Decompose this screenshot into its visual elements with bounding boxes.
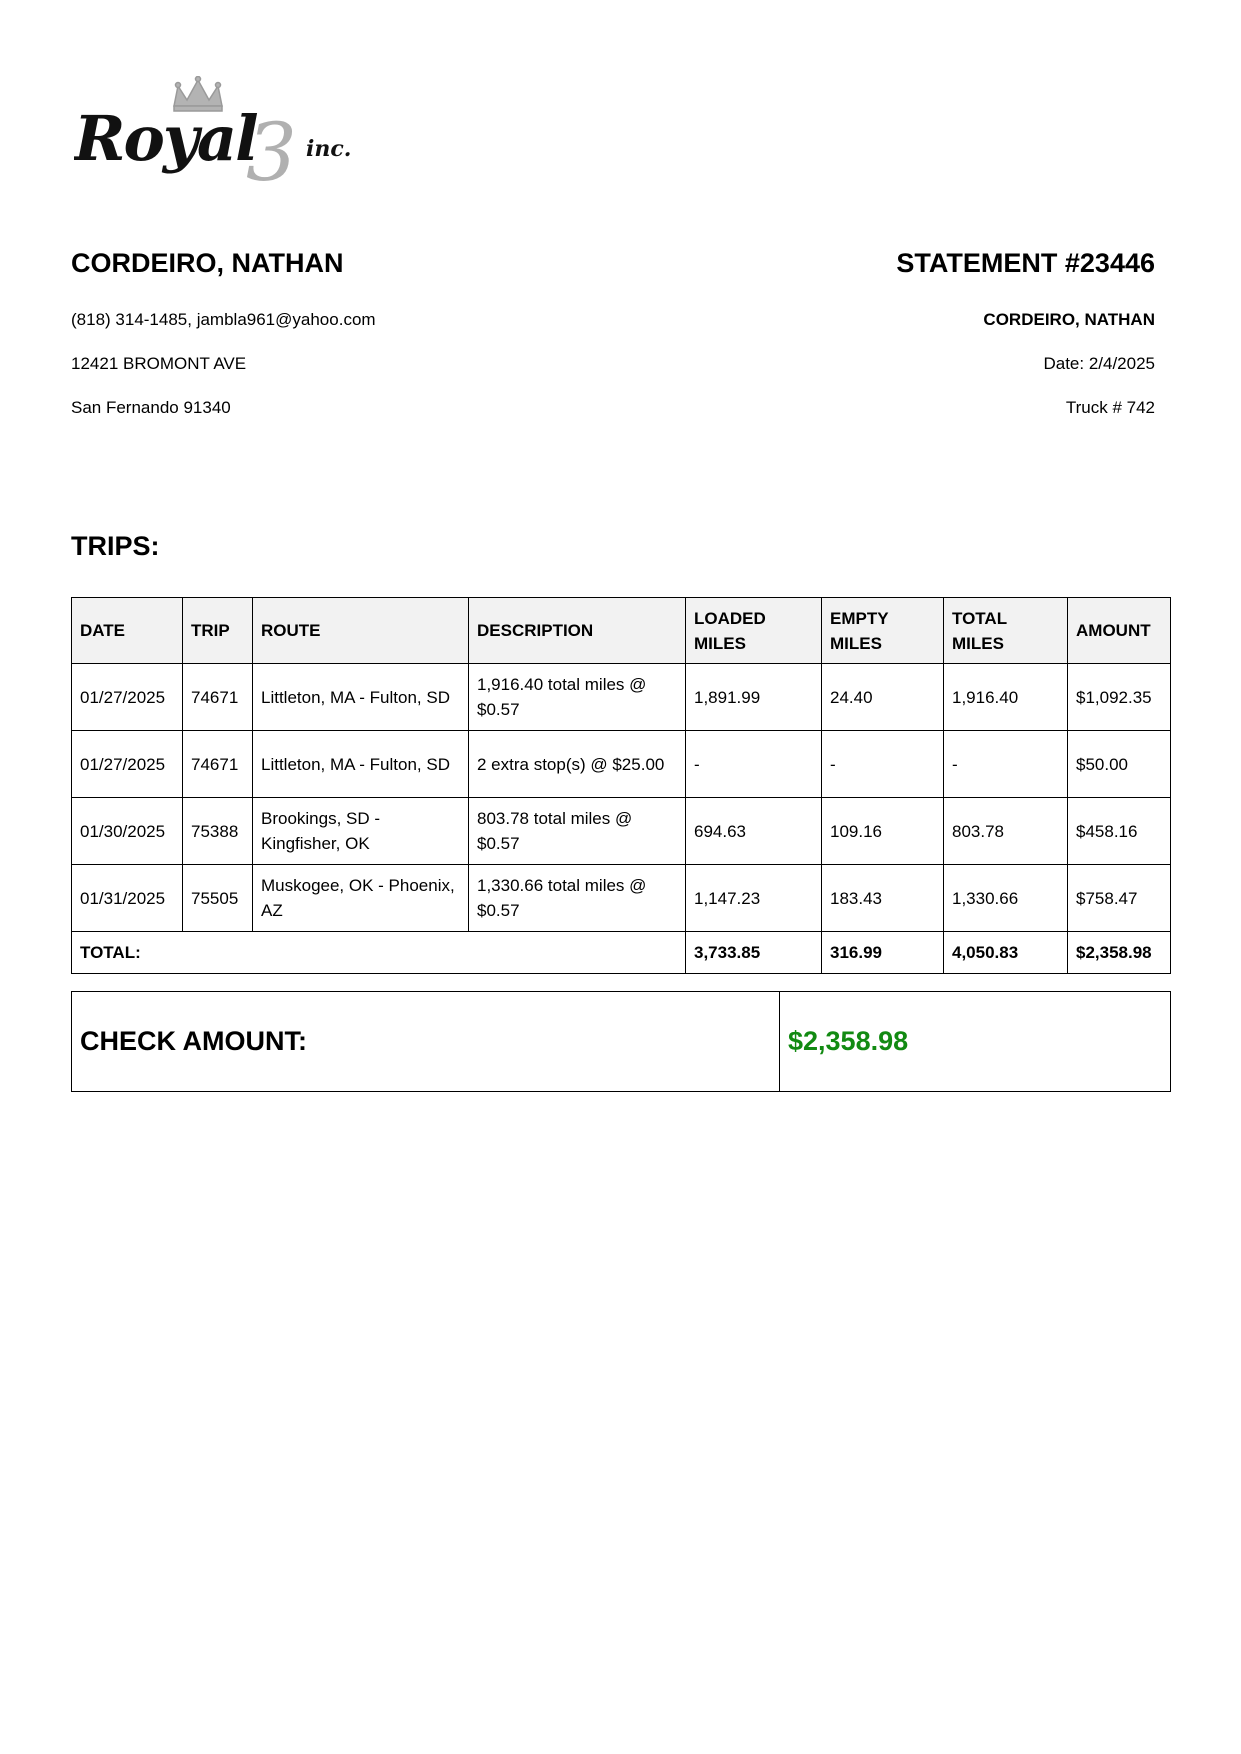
cell-amount: $1,092.35 bbox=[1068, 664, 1171, 731]
total-loaded-miles: 3,733.85 bbox=[686, 932, 822, 974]
check-amount-label: CHECK AMOUNT: bbox=[72, 992, 780, 1092]
check-amount-value: $2,358.98 bbox=[780, 992, 1171, 1092]
customer-contact: (818) 314-1485, jambla961@yahoo.com bbox=[71, 310, 376, 329]
header-trip: TRIP bbox=[183, 598, 253, 664]
cell-total-miles: 1,916.40 bbox=[944, 664, 1068, 731]
cell-total-miles: 803.78 bbox=[944, 798, 1068, 865]
cell-empty-miles: 24.40 bbox=[822, 664, 944, 731]
customer-address-line2: San Fernando 91340 bbox=[71, 398, 231, 417]
total-empty-miles: 316.99 bbox=[822, 932, 944, 974]
header-amount: AMOUNT bbox=[1068, 598, 1171, 664]
statement-name: CORDEIRO, NATHAN bbox=[983, 310, 1155, 329]
statement-date: Date: 2/4/2025 bbox=[1043, 354, 1155, 373]
total-amount: $2,358.98 bbox=[1068, 932, 1171, 974]
customer-name: CORDEIRO, NATHAN bbox=[71, 248, 344, 278]
cell-trip: 75388 bbox=[183, 798, 253, 865]
cell-description: 2 extra stop(s) @ $25.00 bbox=[469, 731, 686, 798]
header-loaded-miles: LOADED MILES bbox=[686, 598, 822, 664]
total-label: TOTAL: bbox=[72, 932, 686, 974]
header-route: ROUTE bbox=[253, 598, 469, 664]
cell-loaded-miles: 694.63 bbox=[686, 798, 822, 865]
cell-total-miles: 1,330.66 bbox=[944, 865, 1068, 932]
trips-table bbox=[71, 597, 1171, 974]
trips-section-title: TRIPS: bbox=[71, 531, 160, 561]
check-amount-box bbox=[71, 991, 1171, 1092]
cell-description: 1,330.66 total miles @ $0.57 bbox=[469, 865, 686, 932]
logo-numeral: 3 bbox=[246, 106, 297, 192]
cell-date: 01/27/2025 bbox=[72, 664, 183, 731]
header-total-miles: TOTAL MILES bbox=[944, 598, 1068, 664]
cell-route: Littleton, MA - Fulton, SD bbox=[253, 664, 469, 731]
cell-route: Muskogee, OK - Phoenix, AZ bbox=[253, 865, 469, 932]
header-empty-miles: EMPTY MILES bbox=[822, 598, 944, 664]
customer-address-line1: 12421 BROMONT AVE bbox=[71, 354, 247, 373]
cell-route: Brookings, SD - Kingfisher, OK bbox=[253, 798, 469, 865]
cell-empty-miles: - bbox=[822, 731, 944, 798]
totals-row bbox=[72, 932, 1171, 974]
statement-truck: Truck # 742 bbox=[1065, 398, 1155, 417]
cell-trip: 74671 bbox=[183, 731, 253, 798]
logo-suffix: inc. bbox=[306, 136, 352, 162]
trips-header-row bbox=[72, 598, 1171, 664]
header-description: DESCRIPTION bbox=[469, 598, 686, 664]
cell-description: 803.78 total miles @ $0.57 bbox=[469, 798, 686, 865]
cell-date: 01/27/2025 bbox=[72, 731, 183, 798]
table-row bbox=[72, 664, 1171, 731]
cell-loaded-miles: 1,891.99 bbox=[686, 664, 822, 731]
logo-wordmark: Royal bbox=[74, 102, 257, 175]
cell-date: 01/31/2025 bbox=[72, 865, 183, 932]
header-date: DATE bbox=[72, 598, 183, 664]
table-row bbox=[72, 731, 1171, 798]
cell-route: Littleton, MA - Fulton, SD bbox=[253, 731, 469, 798]
table-row bbox=[72, 865, 1171, 932]
cell-date: 01/30/2025 bbox=[72, 798, 183, 865]
cell-loaded-miles: 1,147.23 bbox=[686, 865, 822, 932]
company-logo bbox=[74, 76, 384, 192]
table-row bbox=[72, 798, 1171, 865]
cell-trip: 75505 bbox=[183, 865, 253, 932]
cell-amount: $758.47 bbox=[1068, 865, 1171, 932]
total-total-miles: 4,050.83 bbox=[944, 932, 1068, 974]
cell-empty-miles: 183.43 bbox=[822, 865, 944, 932]
cell-trip: 74671 bbox=[183, 664, 253, 731]
cell-total-miles: - bbox=[944, 731, 1068, 798]
cell-description: 1,916.40 total miles @ $0.57 bbox=[469, 664, 686, 731]
statement-title: STATEMENT #23446 bbox=[896, 248, 1155, 278]
cell-empty-miles: 109.16 bbox=[822, 798, 944, 865]
cell-loaded-miles: - bbox=[686, 731, 822, 798]
cell-amount: $50.00 bbox=[1068, 731, 1171, 798]
cell-amount: $458.16 bbox=[1068, 798, 1171, 865]
